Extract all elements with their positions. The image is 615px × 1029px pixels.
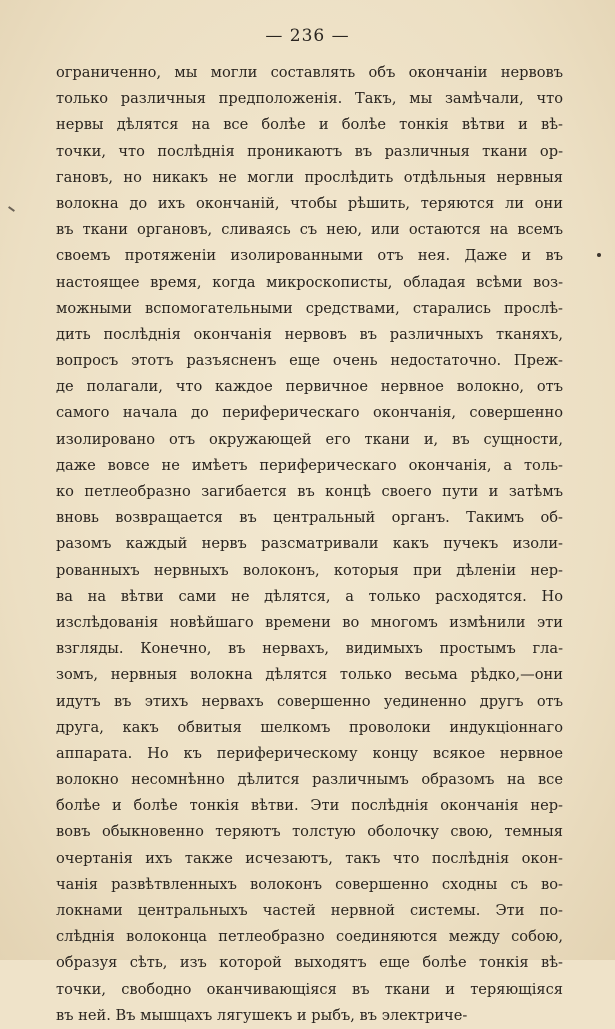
text-line: самого начала до периферическаго окончанія, совершенно [56,404,563,422]
margin-dot [597,253,601,257]
text-line: настоящее время, когда микроскописты, обладая всѣми воз- [56,273,563,291]
text-line: въ ней. Въ мышцахъ лягушекъ и рыбъ, въ электриче- [56,1006,468,1024]
text-line: де полагали, что каждое первичное нервное волокно, отъ [56,378,563,396]
text-line: зомъ, нервныя волокна дѣлятся только весьма рѣдко,—они [56,666,563,684]
text-line: волокно несомнѣнно дѣлится различнымъ образомъ на все [56,771,563,789]
page-number: — 236 — [265,26,350,46]
text-line: вновь возвращается въ центральный органъ. Такимъ об- [56,509,563,527]
text-line: друга, какъ обвитыя шелкомъ проволоки индукціоннаго [56,718,563,736]
text-line: дить послѣднія окончанія нервовъ въ различныхъ тканяхъ, [56,325,563,343]
text-line: идутъ въ этихъ нервахъ совершенно уединенно другъ отъ [56,692,563,710]
text-line: рованныхъ нервныхъ волоконъ, которыя при дѣленіи нер- [56,561,563,579]
text-line: образуя сѣть, изъ которой выходятъ еще болѣе тонкія вѣ- [56,954,563,972]
text-line: вовъ обыкновенно теряютъ толстую оболочку свою, темныя [56,823,563,841]
text-line: взгляды. Конечно, въ нервахъ, видимыхъ простымъ гла- [56,640,563,658]
text-line: точки, свободно оканчивающіяся въ ткани и теряющіяся [56,980,563,998]
text-line: слѣднія волоконца петлеобразно соединяются между собою, [56,928,563,946]
text-line: волокна до ихъ окончаній, чтобы рѣшить, теряются ли они [56,194,563,212]
text-line: въ ткани органовъ, сливаясь съ нею, или остаются на всемъ [56,221,563,239]
text-line: даже вовсе не имѣетъ периферическаго окончанія, а толь- [56,456,563,474]
text-line: можными вспомогательными средствами, старались прослѣ- [56,299,563,317]
text-line: ва на вѣтви сами не дѣлятся, а только расходятся. Но [56,587,563,605]
text-line: чанія развѣтвленныхъ волоконъ совершенно сходны съ во- [56,875,563,893]
text-line: вопросъ этотъ разъясненъ еще очень недостаточно. Преж- [56,352,563,370]
text-line: своемъ протяженіи изолированными отъ нея. Даже и въ [56,247,563,265]
text-line: изслѣдованія новѣйшаго времени во многомъ измѣнили эти [56,613,563,631]
text-line: локнами центральныхъ частей нервной системы. Эти по- [56,902,563,919]
text-line: ограниченно, мы могли составлять объ окончаніи нервовъ [56,64,563,81]
text-line: только различныя предположенія. Такъ, мы замѣчали, что [56,90,563,108]
text-line: точки, что послѣднія проникаютъ въ различныя ткани ор- [56,142,563,160]
text-line: болѣе и болѣе тонкія вѣтви. Эти послѣднія окончанія нер- [56,797,563,815]
body-text [56,60,563,1029]
text-line: очертанія ихъ также исчезаютъ, такъ что послѣднія окон- [56,849,563,867]
text-line: аппарата. Но къ периферическому концу всякое нервное [56,744,563,762]
text-line: нервы дѣлятся на все болѣе и болѣе тонкія вѣтви и вѣ- [56,116,563,134]
text-line: изолировано отъ окружающей его ткани и, въ сущности, [56,430,563,448]
text-line: ко петлеобразно загибается въ концѣ своего пути и затѣмъ [56,483,563,500]
margin-mark [8,206,15,212]
text-line: гановъ, но никакъ не могли прослѣдить отдѣльныя нервныя [56,168,563,186]
text-line: разомъ каждый нервъ разсматривали какъ пучекъ изоли- [56,535,563,553]
